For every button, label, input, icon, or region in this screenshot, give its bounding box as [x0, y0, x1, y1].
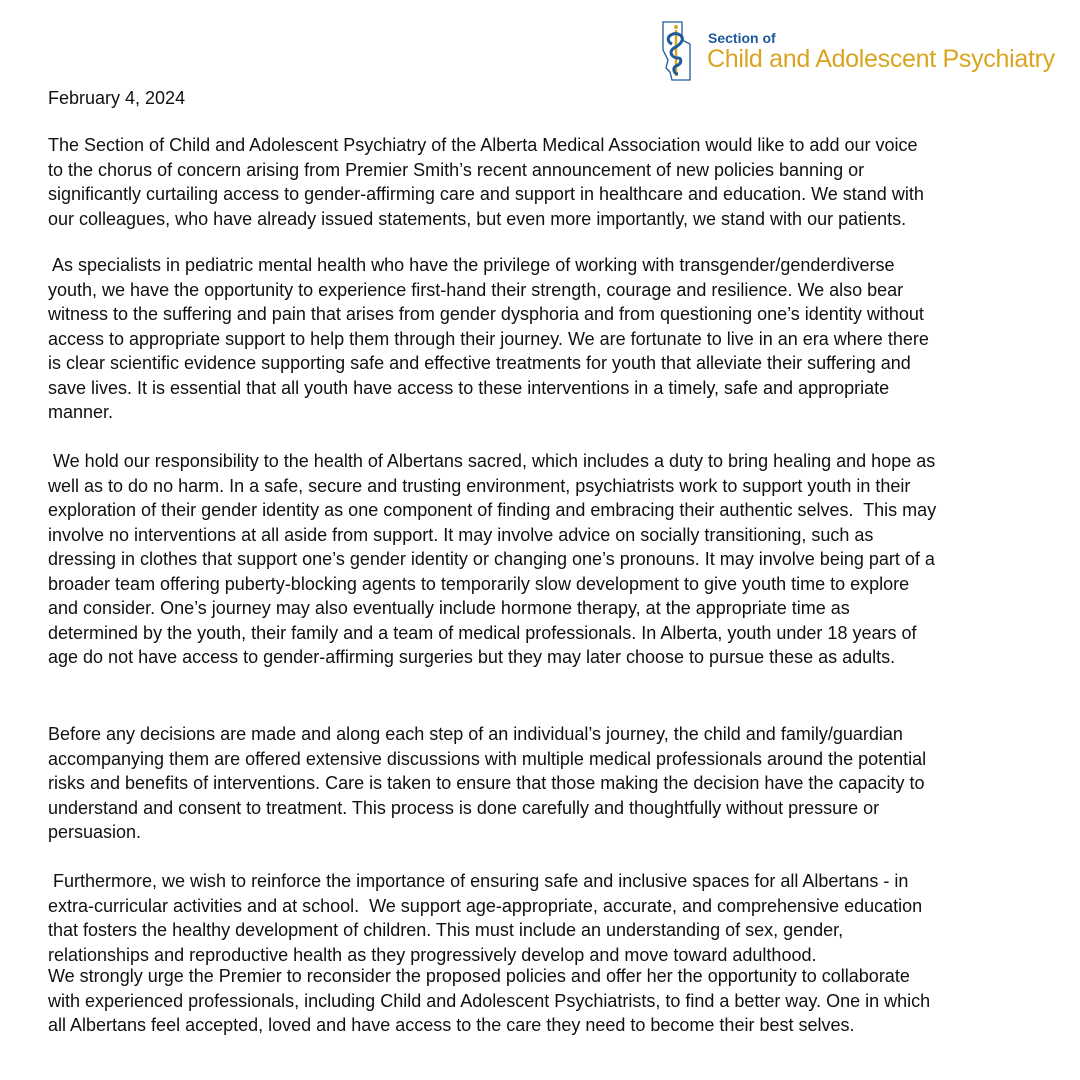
text-line: youth, we have the opportunity to experience first-hand their strength, courage and resilience. We also bear: [48, 279, 904, 300]
text-line: We strongly urge the Premier to reconsider the proposed policies and offer her the opportunity to collaborate: [48, 966, 910, 986]
text-line: Before any decisions are made and along each step of an individual’s journey, the child and family/guardian: [48, 724, 903, 744]
text-line: relationships and reproductive health as they progressively develop and move toward adulthood.: [48, 944, 817, 965]
alberta-caduceus-icon: [660, 20, 700, 82]
text-line: manner.: [48, 402, 114, 422]
paragraph-1: [48, 133, 924, 231]
text-line: access to appropriate support to help them through their journey. We are fortunate to live in an era where there: [48, 328, 929, 349]
text-line: broader team offering puberty-blocking agents to temporarily slow development to give youth time to explore: [48, 573, 910, 594]
text-line: to the chorus of concern arising from Premier Smith’s recent announcement of new policies banning or: [48, 159, 865, 180]
text-line: witness to the suffering and pain that arises from gender dysphoria and from questioning one’s identity without: [48, 304, 924, 324]
logo-line1: Section of: [708, 30, 776, 46]
section-logo: [660, 20, 1070, 82]
text-line: save lives. It is essential that all youth have access to these interventions in a timely, safe and appropriate: [48, 377, 890, 398]
text-line: determined by the youth, their family and a team of medical professionals. In Alberta, youth under 18 years of: [48, 622, 917, 643]
text-line: our colleagues, who have already issued statements, but even more importantly, we stand with our patients.: [48, 208, 907, 229]
logo-line2: Child and Adolescent Psychiatry: [707, 45, 1055, 73]
text-line: risks and benefits of interventions. Care is taken to ensure that those making the decision have the capacity to: [48, 773, 925, 793]
text-line: understand and consent to treatment. This process is done carefully and thoughtfully without pressure or: [48, 797, 880, 818]
text-line: and consider. One’s journey may also eventually include hormone therapy, at the appropriate time as: [48, 598, 850, 618]
text-line: age do not have access to gender-affirming surgeries but they may later choose to pursue these as adults.: [48, 647, 896, 667]
text-line: Furthermore, we wish to reinforce the importance of ensuring safe and inclusive spaces for all Albertans - in: [48, 871, 909, 891]
text-line: persuasion.: [48, 822, 142, 842]
text-line: dressing in clothes that support one’s gender identity or changing one’s pronouns. It may involve being part of a: [48, 549, 935, 569]
text-line: that fosters the healthy development of children. This must include an understanding of sex, gender,: [48, 920, 844, 940]
text-line: is clear scientific evidence supporting safe and effective treatments for youth that alleviate their suffering and: [48, 353, 911, 373]
text-line: all Albertans feel accepted, loved and have access to the care they need to become their best selves.: [48, 1015, 855, 1035]
letter-date: February 4, 2024: [48, 88, 186, 108]
text-line: involve no interventions at all aside from support. It may involve advice on socially transitioning, such as: [48, 524, 874, 545]
text-line: We hold our responsibility to the health of Albertans sacred, which includes a duty to bring healing and hope as: [48, 451, 936, 471]
text-line: extra-curricular activities and at school. We support age-appropriate, accurate, and comprehensive education: [48, 895, 923, 916]
paragraph-5: [48, 869, 922, 967]
text-line: exploration of their gender identity as one component of finding and embracing their authentic selves. This may: [48, 500, 937, 520]
text-line: accompanying them are offered extensive discussions with multiple medical professionals around the potential: [48, 748, 927, 769]
paragraph-3: [48, 449, 936, 670]
text-line: with experienced professionals, including Child and Adolescent Psychiatrists, to find a better way. One in which: [48, 990, 931, 1011]
text-line: well as to do no harm. In a safe, secure and trusting environment, psychiatrists work to support youth in their: [48, 475, 911, 496]
paragraph-2: [48, 253, 929, 425]
text-line: As specialists in pediatric mental health who have the privilege of working with transgender/genderdiverse: [48, 255, 895, 275]
paragraph-4: [48, 722, 926, 845]
text-line: The Section of Child and Adolescent Psychiatry of the Alberta Medical Association would like to add our voice: [48, 135, 918, 155]
paragraph-6: [48, 964, 930, 1038]
text-line: significantly curtailing access to gender-affirming care and support in healthcare and education. We stand with: [48, 184, 924, 204]
